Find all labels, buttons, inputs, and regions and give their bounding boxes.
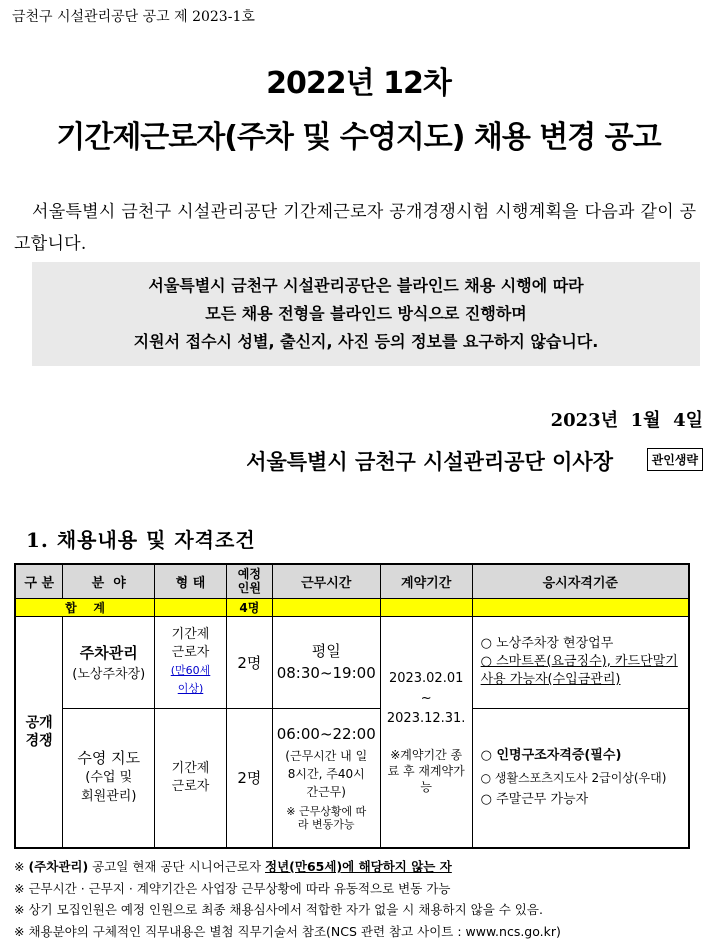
contract-start: 2023.02.01 (388, 670, 464, 686)
group-label: 공개경쟁 (25, 714, 53, 749)
footnote-underline: 정년(만65세)에 해당하지 않는 자 (265, 859, 452, 874)
contract-note: ※계약기간 종료 후 재계약가능 (387, 747, 465, 794)
age-requirement: (만60세이상) (170, 664, 211, 695)
field-sub: (수업 및 회원관리) (81, 770, 137, 805)
hours-main: 06:00~22:00 (276, 724, 376, 743)
footnote: ※ 상기 모집인원은 예정 인원으로 최종 채용심사에서 적합한 자가 없을 시 채용하지 않을 수 있음. (14, 902, 543, 917)
hours-sub: 08:30~19:00 (276, 664, 376, 682)
contract-tilde: ~ (420, 690, 432, 706)
header-cell: 구 분 (15, 564, 63, 598)
count-cell: 2명 (226, 616, 272, 708)
announcement-number: 금천구 시설관리공단 공고 제 2023-1호 (12, 9, 255, 25)
announcement-date: 2023년 1월 4일 (550, 410, 703, 431)
hours-sub: (근무시간 내 일8시간, 주40시간근무) (285, 748, 368, 799)
field-name: 주차관리 (79, 644, 138, 662)
footnote-bold: (주차관리) (28, 859, 89, 874)
title-line-1: 2022년 12차 (266, 66, 451, 101)
hours-main: 평일 (311, 642, 341, 660)
header-cell: 응시자격기준 (472, 564, 689, 598)
header-cell: 예정인원 (226, 564, 272, 598)
type-cell (155, 616, 227, 708)
contract-cell (380, 616, 472, 848)
notice-line: 서울특별시 금천구 시설관리공단은 블라인드 채용 시행에 따라 (148, 276, 584, 295)
field-cell (63, 616, 155, 708)
qualification-item: ○ 노상주차장 현장업무 (480, 636, 614, 651)
footnote (14, 856, 704, 878)
footnote-mark: ※ (14, 859, 29, 874)
blind-hiring-notice (32, 262, 700, 366)
issuer-name: 서울특별시 금천구 시설관리공단 이사장 (246, 449, 613, 474)
seal-omitted-box: 관인생략 (647, 448, 703, 471)
group-cell (15, 616, 63, 848)
hours-cell (272, 616, 380, 708)
table-header-row (15, 564, 689, 598)
recruitment-table (14, 563, 690, 849)
field-name: 수영 지도 (77, 749, 141, 768)
intro-paragraph: 서울특별시 금천구 시설관리공단 기간제근로자 공개경쟁시험 시행계획을 다음과 같이 공고합니다. (14, 202, 697, 254)
footnote: ※ 근무시간 · 근무지 · 계약기간은 사업장 근무상황에 따라 유동적으로 변동 가능 (14, 880, 451, 896)
qualification-cell (472, 616, 689, 708)
header-cell: 형 태 (155, 564, 227, 598)
header-cell: 근무시간 (272, 564, 380, 598)
hours-note: ※ 근무상황에 따라 변동가능 (286, 804, 367, 831)
title-line-2: 기간제근로자(주차 및 수영지도) 채용 변경 공고 (56, 120, 661, 155)
footnote: ※ 채용분야의 구체적인 직무내용은 별첨 직무기술서 참조(NCS 관련 참고 사이트 : www.ncs.go.kr) (14, 923, 561, 939)
field-cell (63, 708, 155, 848)
footnotes (14, 856, 704, 942)
qualification-item: ○ 생활스포츠지도사 2급이상(우대) (480, 770, 667, 785)
total-label: 합 계 (15, 598, 155, 616)
qualification-item: ○ 인명구조자격증(필수) (480, 747, 622, 763)
total-row (15, 598, 689, 616)
header-cell: 분 야 (63, 564, 155, 598)
type-cell (155, 708, 227, 848)
count-cell: 2명 (226, 708, 272, 848)
contract-end: 2023.12.31. (386, 710, 466, 726)
notice-line: 지원서 접수시 성별, 출신지, 사진 등의 정보를 요구하지 않습니다. (133, 332, 599, 351)
qualification-cell (472, 708, 689, 848)
header-cell: 계약기간 (380, 564, 472, 598)
section-heading: 1. 채용내용 및 자격조건 (26, 528, 256, 552)
qualification-item: ○ 주말근무 가능자 (480, 791, 589, 807)
qualification-item: ○ 스마트폰(요금징수), 카드단말기 사용 가능자(수입금관리) (480, 654, 678, 687)
type-name: 기간제근로자 (171, 760, 210, 794)
table-row (15, 616, 689, 708)
table-row (15, 708, 689, 848)
total-count: 4명 (226, 598, 272, 616)
notice-line: 모든 채용 전형을 블라인드 방식으로 진행하며 (205, 304, 527, 323)
hours-cell (272, 708, 380, 848)
field-sub: (노상주차장) (72, 667, 146, 682)
footnote-text: 공고일 현재 공단 시니어근로자 (88, 859, 266, 874)
type-name: 기간제근로자 (171, 627, 210, 660)
